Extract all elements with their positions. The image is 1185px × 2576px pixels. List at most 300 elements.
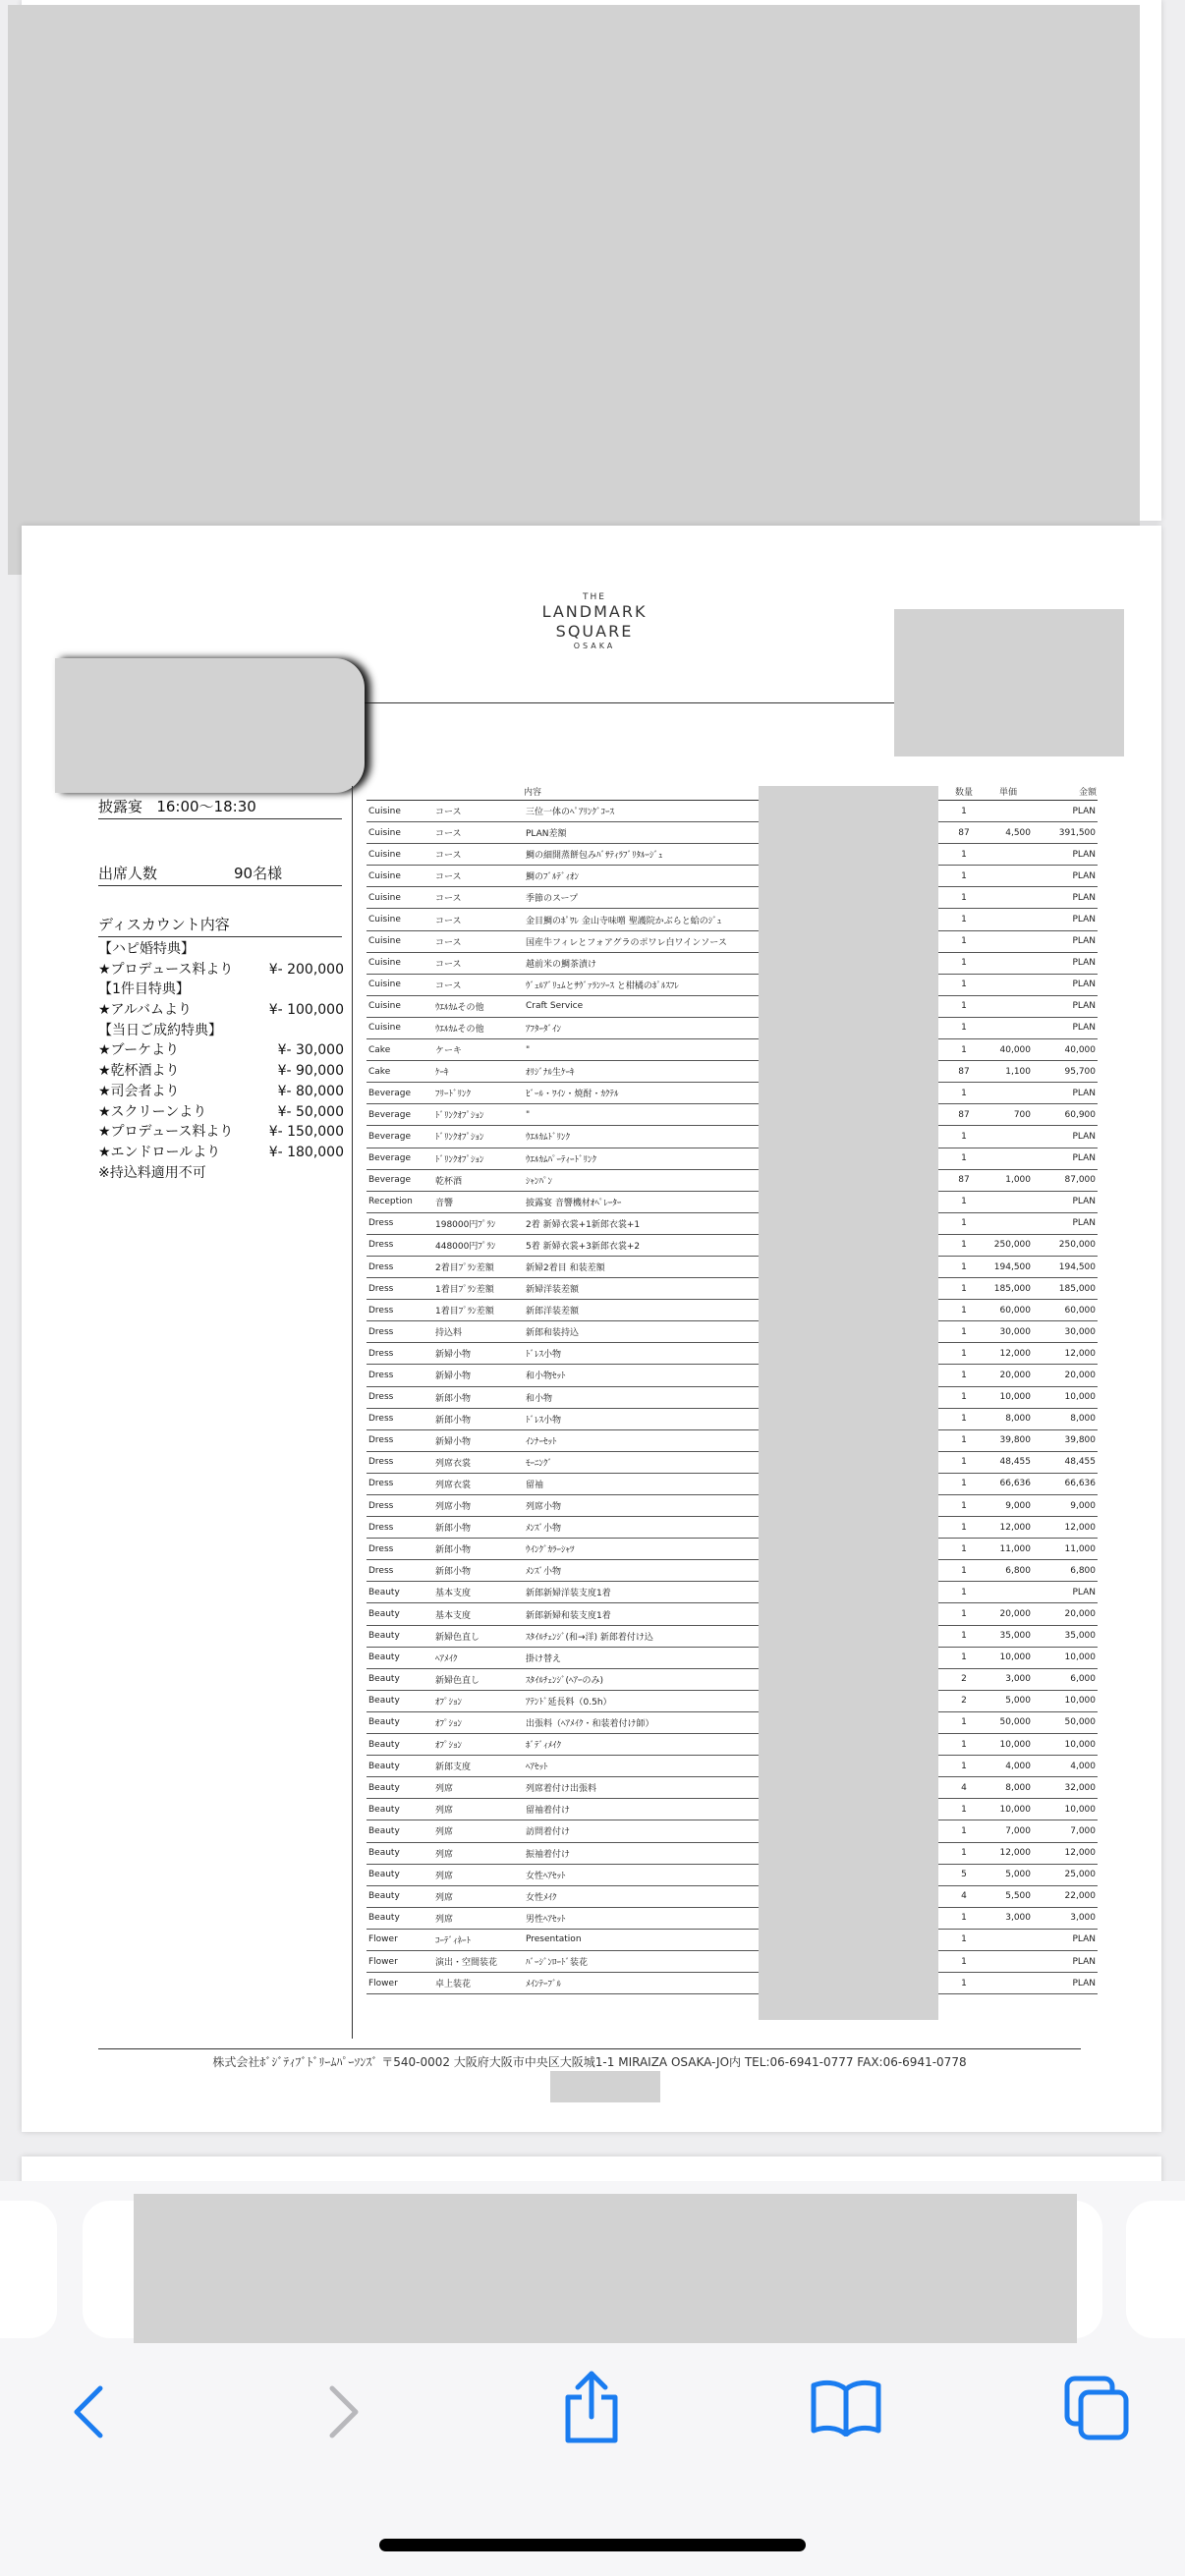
table-row (367, 1061, 1098, 1083)
cell-quantity: 1 (944, 1950, 984, 1972)
cell-category: Dress (367, 1473, 433, 1494)
cell-amount: 66,636 (1033, 1473, 1098, 1494)
cell-item-type: 新婦小物 (433, 1365, 524, 1386)
cell-unit-price: 250,000 (984, 1234, 1033, 1256)
cell-amount: PLAN (1033, 844, 1098, 866)
cell-unit-price: 5,000 (984, 1864, 1033, 1885)
cell-content: ﾓｰﾆﾝｸﾞ (524, 1451, 760, 1473)
cell-content: " (524, 1104, 760, 1126)
cell-amount: PLAN (1033, 1126, 1098, 1148)
cell-unit-price: 9,000 (984, 1495, 1033, 1517)
cell-unit-price (984, 1126, 1033, 1148)
forward-button[interactable] (305, 2373, 383, 2451)
cell-quantity: 1 (944, 1343, 984, 1365)
cell-category: Cake (367, 1061, 433, 1083)
cell-content: 三位一体のﾍﾟｱﾘﾝｸﾞｺｰｽ (524, 801, 760, 822)
cell-content: 女性ﾒｲｸ (524, 1885, 760, 1907)
cell-quantity: 1 (944, 1907, 984, 1929)
cell-content: ｽﾀｲﾙﾁｪﾝｼﾞ(ﾍｱｰのみ) (524, 1668, 760, 1690)
table-row (367, 1083, 1098, 1104)
cell-content: Craft Service (524, 995, 760, 1017)
redacted-header-left (55, 658, 365, 793)
cell-category: Dress (367, 1278, 433, 1300)
cell-item-type: コース (433, 952, 524, 974)
table-row (367, 1343, 1098, 1365)
cell-content: 2着 新婦衣裳+1新郎衣裳+1 (524, 1212, 760, 1234)
cell-amount: 39,800 (1033, 1429, 1098, 1451)
cell-amount: 20,000 (1033, 1365, 1098, 1386)
cell-content: PLAN差額 (524, 822, 760, 844)
cell-amount: PLAN (1033, 1191, 1098, 1212)
cell-category: Beauty (367, 1582, 433, 1603)
cell-quantity: 1 (944, 1256, 984, 1277)
cell-amount: PLAN (1033, 1083, 1098, 1104)
cell-content: ｳｴﾙｶﾑﾊﾟｰﾃｨｰﾄﾞﾘﾝｸ (524, 1148, 760, 1169)
cell-quantity: 1 (944, 1756, 984, 1777)
cell-item-type: 448000円ﾌﾟﾗﾝ (433, 1234, 524, 1256)
table-row (367, 909, 1098, 930)
cell-amount: 12,000 (1033, 1343, 1098, 1365)
table-row (367, 1647, 1098, 1668)
cell-item-type: 基本支度 (433, 1582, 524, 1603)
cell-item-type: ｵﾌﾟｼｮﾝ (433, 1734, 524, 1756)
discount-item: ★ブーケより ¥- 30,000 (98, 1042, 344, 1059)
cell-content: ｽﾀｲﾙﾁｪﾝｼﾞ(和→洋) 新郎着付け込 (524, 1625, 760, 1647)
redacted-page-number (550, 2071, 660, 2102)
cell-category: Beauty (367, 1820, 433, 1842)
cell-unit-price: 8,000 (984, 1408, 1033, 1429)
cell-amount: PLAN (1033, 866, 1098, 887)
table-row (367, 1560, 1098, 1582)
table-row (367, 1842, 1098, 1864)
cell-amount: 6,000 (1033, 1668, 1098, 1690)
cell-item-type: 列席 (433, 1777, 524, 1799)
header-line (354, 702, 894, 703)
cell-category: Flower (367, 1929, 433, 1950)
estimate-table (367, 783, 1098, 1994)
discount-title: ディスカウント内容 (98, 916, 230, 933)
cell-item-type: 演出・空間装花 (433, 1950, 524, 1972)
cell-amount: PLAN (1033, 1929, 1098, 1950)
cell-category: Beauty (367, 1777, 433, 1799)
cell-quantity: 1 (944, 1300, 984, 1321)
cell-amount: 50,000 (1033, 1711, 1098, 1733)
cell-content: 留袖着付け (524, 1799, 760, 1820)
cell-content: ﾄﾞﾚｽ小物 (524, 1408, 760, 1429)
cell-unit-price: 4,000 (984, 1756, 1033, 1777)
share-button[interactable] (550, 2363, 633, 2451)
cell-unit-price (984, 1083, 1033, 1104)
cell-amount: 48,455 (1033, 1451, 1098, 1473)
cell-unit-price (984, 974, 1033, 995)
cell-item-type: ｳｴﾙｶﾑその他 (433, 995, 524, 1017)
table-row (367, 1929, 1098, 1950)
discount-note: ※持込料適用不可 (98, 1164, 206, 1181)
cell-category: Flower (367, 1973, 433, 1994)
table-row (367, 1885, 1098, 1907)
cell-quantity: 1 (944, 1039, 984, 1061)
cell-quantity: 1 (944, 1539, 984, 1560)
cell-unit-price: 10,000 (984, 1647, 1033, 1668)
table-row (367, 844, 1098, 866)
table-row (367, 1126, 1098, 1148)
table-row (367, 1668, 1098, 1690)
table-row (367, 1148, 1098, 1169)
cell-amount: 4,000 (1033, 1756, 1098, 1777)
cell-content: 新婦洋装差額 (524, 1278, 760, 1300)
cell-item-type: 列席 (433, 1842, 524, 1864)
redacted-header-right (894, 609, 1124, 756)
prev-tab-card[interactable] (0, 2201, 57, 2338)
cell-quantity: 2 (944, 1668, 984, 1690)
cell-unit-price (984, 1017, 1033, 1038)
cell-item-type: 新郎小物 (433, 1560, 524, 1582)
cell-item-type: ｺｰﾃﾞｨﾈｰﾄ (433, 1929, 524, 1950)
redacted-top-area (8, 5, 1140, 575)
cell-unit-price (984, 1950, 1033, 1972)
cell-category: Beauty (367, 1668, 433, 1690)
cell-item-type: 列席衣裳 (433, 1451, 524, 1473)
cell-item-type: コース (433, 887, 524, 909)
table-row (367, 1756, 1098, 1777)
cell-content: ｵﾘｼﾞﾅﾙ生ｹｰｷ (524, 1061, 760, 1083)
cell-item-type: 列席 (433, 1864, 524, 1885)
cell-amount: 10,000 (1033, 1799, 1098, 1820)
cell-category: Cuisine (367, 801, 433, 822)
cell-item-type: 列席 (433, 1820, 524, 1842)
cell-amount: 60,900 (1033, 1104, 1098, 1126)
cell-quantity: 1 (944, 1451, 984, 1473)
cell-quantity: 87 (944, 1104, 984, 1126)
cell-content: ｼｬﾝﾊﾟﾝ (524, 1169, 760, 1191)
cell-category: Beverage (367, 1104, 433, 1126)
table-row (367, 1517, 1098, 1539)
cell-category: Beauty (367, 1690, 433, 1711)
cell-content: ﾎﾞﾃﾞｨﾒｲｸ (524, 1734, 760, 1756)
cell-category: Beverage (367, 1148, 433, 1169)
cell-unit-price: 12,000 (984, 1842, 1033, 1864)
cell-category: Cuisine (367, 974, 433, 995)
cell-item-type: 新郎小物 (433, 1539, 524, 1560)
cell-amount: 95,700 (1033, 1061, 1098, 1083)
cell-category: Cuisine (367, 887, 433, 909)
cell-quantity: 1 (944, 866, 984, 887)
table-row (367, 1950, 1098, 1972)
cell-category: Cuisine (367, 952, 433, 974)
cell-quantity: 1 (944, 1842, 984, 1864)
cell-category: Reception (367, 1191, 433, 1212)
cell-unit-price (984, 887, 1033, 909)
cell-category: Flower (367, 1950, 433, 1972)
cell-content: 新郎新婦和装支度1着 (524, 1603, 760, 1625)
cell-content: ｳｴﾙｶﾑﾄﾞﾘﾝｸ (524, 1126, 760, 1148)
cell-amount: 32,000 (1033, 1777, 1098, 1799)
cell-unit-price (984, 952, 1033, 974)
cell-category: Beauty (367, 1885, 433, 1907)
table-row (367, 1321, 1098, 1343)
cell-amount: PLAN (1033, 1973, 1098, 1994)
cell-unit-price: 50,000 (984, 1711, 1033, 1733)
header-unit: 単価 (984, 783, 1033, 801)
cell-quantity: 1 (944, 1799, 984, 1820)
table-row (367, 1234, 1098, 1256)
cell-amount: 22,000 (1033, 1885, 1098, 1907)
cell-item-type: 198000円ﾌﾟﾗﾝ (433, 1212, 524, 1234)
cell-unit-price: 194,500 (984, 1256, 1033, 1277)
discount-item: ★乾杯酒より ¥- 90,000 (98, 1063, 344, 1080)
cell-unit-price: 66,636 (984, 1473, 1033, 1494)
discount-item: ★スクリーンより ¥- 50,000 (98, 1103, 344, 1120)
cell-content: 和小物ｾｯﾄ (524, 1365, 760, 1386)
cell-category: Cuisine (367, 1017, 433, 1038)
cell-content: 女性ﾍｱｾｯﾄ (524, 1864, 760, 1885)
bookmarks-button[interactable] (804, 2368, 888, 2446)
cell-unit-price: 35,000 (984, 1625, 1033, 1647)
cell-quantity: 1 (944, 995, 984, 1017)
cell-item-type: ﾄﾞﾘﾝｸｵﾌﾟｼｮﾝ (433, 1104, 524, 1126)
cell-content: 越前米の鯛茶漬け (524, 952, 760, 974)
guest-count: 出席人数 90名様 (98, 865, 283, 882)
cell-item-type: 乾杯酒 (433, 1169, 524, 1191)
tabs-button[interactable] (1056, 2368, 1139, 2450)
table-row (367, 1300, 1098, 1321)
cell-category: Beauty (367, 1625, 433, 1647)
table-row (367, 1582, 1098, 1603)
cell-content: 振袖着付け (524, 1842, 760, 1864)
table-row (367, 1973, 1098, 1994)
cell-amount: PLAN (1033, 1582, 1098, 1603)
cell-item-type: ﾍｱﾒｲｸ (433, 1647, 524, 1668)
cell-content: 留袖 (524, 1473, 760, 1494)
cell-unit-price (984, 844, 1033, 866)
cell-category: Beauty (367, 1647, 433, 1668)
cell-category: Beauty (367, 1799, 433, 1820)
cell-unit-price (984, 866, 1033, 887)
cell-amount: PLAN (1033, 1148, 1098, 1169)
table-row (367, 1451, 1098, 1473)
cell-amount: 6,800 (1033, 1560, 1098, 1582)
cell-quantity: 1 (944, 1126, 984, 1148)
cell-amount: 391,500 (1033, 822, 1098, 844)
cell-unit-price: 12,000 (984, 1517, 1033, 1539)
cell-unit-price (984, 1973, 1033, 1994)
table-row (367, 1734, 1098, 1756)
cell-category: Cake (367, 1039, 433, 1061)
cell-amount: 9,000 (1033, 1495, 1098, 1517)
cell-item-type: 列席 (433, 1799, 524, 1820)
table-row (367, 1169, 1098, 1191)
table-row (367, 1495, 1098, 1517)
cell-content: ﾊﾞｰｼﾞﾝﾛｰﾄﾞ装花 (524, 1950, 760, 1972)
cell-category: Dress (367, 1321, 433, 1343)
table-row (367, 801, 1098, 822)
cell-unit-price (984, 909, 1033, 930)
cell-quantity: 1 (944, 1929, 984, 1950)
cell-unit-price (984, 1148, 1033, 1169)
cell-content: 掛け替え (524, 1647, 760, 1668)
cell-amount: 30,000 (1033, 1321, 1098, 1343)
cell-item-type: 新婦色直し (433, 1668, 524, 1690)
header-qty: 数量 (944, 783, 984, 801)
cell-content: ﾒﾝｽﾞ小物 (524, 1517, 760, 1539)
cell-content: 季節のスープ (524, 887, 760, 909)
cell-quantity: 4 (944, 1885, 984, 1907)
cell-unit-price: 20,000 (984, 1603, 1033, 1625)
cell-content: 新郎和装持込 (524, 1321, 760, 1343)
cell-quantity: 1 (944, 1734, 984, 1756)
table-row (367, 1603, 1098, 1625)
table-row (367, 1473, 1098, 1494)
cell-amount: 20,000 (1033, 1603, 1098, 1625)
cell-content: 出張料（ﾍｱﾒｲｸ・和装着付け師） (524, 1711, 760, 1733)
table-row (367, 1690, 1098, 1711)
cell-item-type: 1着目ﾌﾟﾗﾝ差額 (433, 1278, 524, 1300)
cell-quantity: 87 (944, 1061, 984, 1083)
cell-category: Dress (367, 1234, 433, 1256)
summary-panel (98, 796, 344, 1183)
cell-content: 和小物 (524, 1386, 760, 1408)
cell-category: Beauty (367, 1711, 433, 1733)
cell-category: Dress (367, 1451, 433, 1473)
cell-item-type: コース (433, 974, 524, 995)
cell-item-type: 持込料 (433, 1321, 524, 1343)
cell-unit-price: 39,800 (984, 1429, 1033, 1451)
table-row (367, 1820, 1098, 1842)
cell-unit-price: 10,000 (984, 1386, 1033, 1408)
discount-item: ★プロデュース料より ¥- 150,000 (98, 1124, 344, 1141)
cell-category: Dress (367, 1386, 433, 1408)
cell-amount: 12,000 (1033, 1842, 1098, 1864)
next-tab-card[interactable] (1126, 2201, 1185, 2338)
table-header (367, 783, 1098, 801)
cell-content: ﾍｱｾｯﾄ (524, 1756, 760, 1777)
table-row (367, 930, 1098, 952)
cell-category: Dress (367, 1256, 433, 1277)
cell-quantity: 1 (944, 952, 984, 974)
cell-content: ﾒｲﾝﾃｰﾌﾞﾙ (524, 1973, 760, 1994)
cell-quantity: 1 (944, 1582, 984, 1603)
cell-quantity: 1 (944, 1473, 984, 1494)
cell-item-type: 列席衣裳 (433, 1473, 524, 1494)
company-footer: 株式会社ﾎﾞｼﾞﾃｨﾌﾞﾄﾞﾘｰﾑﾊﾟｰｿﾝｽﾞ 〒540-0002 大阪府大阪市中央区大阪城1-1 MIRAIZA OSAKA-JO内 TEL:06-6941-0777 FAX:06-6941-0778 (98, 2048, 1081, 2070)
cell-quantity: 1 (944, 1386, 984, 1408)
header-amount: 金額 (1033, 783, 1098, 801)
cell-content: 列席着付け出張料 (524, 1777, 760, 1799)
cell-amount: PLAN (1033, 1950, 1098, 1972)
header-content: 内容 (524, 783, 760, 801)
table-row (367, 995, 1098, 1017)
cell-quantity: 5 (944, 1864, 984, 1885)
reception-info: 披露宴 16:00～18:30 (98, 798, 256, 815)
cell-item-type: ｹｰｷ (433, 1061, 524, 1083)
table-row (367, 952, 1098, 974)
cell-unit-price: 6,800 (984, 1560, 1033, 1582)
discount-note: 【当日ご成約特典】 (98, 1022, 222, 1038)
cell-amount: 60,000 (1033, 1300, 1098, 1321)
cell-category: Dress (367, 1429, 433, 1451)
cell-quantity: 1 (944, 1820, 984, 1842)
cell-amount: PLAN (1033, 995, 1098, 1017)
cell-item-type: ｳｴﾙｶﾑその他 (433, 1017, 524, 1038)
cell-item-type: 2着目ﾌﾟﾗﾝ差額 (433, 1256, 524, 1277)
table-row (367, 1711, 1098, 1733)
cell-amount: 185,000 (1033, 1278, 1098, 1300)
cell-content: ｱﾃﾝﾄﾞ延長料（0.5h） (524, 1690, 760, 1711)
cell-quantity: 1 (944, 1234, 984, 1256)
cell-amount: 7,000 (1033, 1820, 1098, 1842)
cell-content: 新郎洋装差額 (524, 1300, 760, 1321)
table-row (367, 974, 1098, 995)
cell-item-type: コース (433, 844, 524, 866)
cell-amount: 12,000 (1033, 1517, 1098, 1539)
cell-item-type: コース (433, 822, 524, 844)
table-row (367, 1799, 1098, 1820)
cell-amount: 250,000 (1033, 1234, 1098, 1256)
cell-item-type: 基本支度 (433, 1603, 524, 1625)
cell-content: 新婦2着目 和装差額 (524, 1256, 760, 1277)
cell-item-type: コース (433, 909, 524, 930)
discount-item: ★アルバムより ¥- 100,000 (98, 1002, 344, 1019)
cell-content: 金目鯛のﾎﾟﾜﾚ 金山寺味噌 聖護院かぶらと蛤のｼﾞｭ (524, 909, 760, 930)
cell-item-type: 1着目ﾌﾟﾗﾝ差額 (433, 1300, 524, 1321)
table-row (367, 1365, 1098, 1386)
cell-unit-price: 7,000 (984, 1820, 1033, 1842)
cell-quantity: 1 (944, 1083, 984, 1104)
cell-amount: 10,000 (1033, 1386, 1098, 1408)
cell-category: Dress (367, 1539, 433, 1560)
cell-unit-price: 1,000 (984, 1169, 1033, 1191)
cell-category: Dress (367, 1560, 433, 1582)
cell-item-type: コース (433, 930, 524, 952)
cell-amount: PLAN (1033, 1212, 1098, 1234)
cell-category: Beauty (367, 1842, 433, 1864)
cell-unit-price: 3,000 (984, 1907, 1033, 1929)
cell-quantity: 1 (944, 1321, 984, 1343)
cell-quantity: 1 (944, 1191, 984, 1212)
cell-category: Beauty (367, 1756, 433, 1777)
cell-category: Beverage (367, 1083, 433, 1104)
cell-amount: 8,000 (1033, 1408, 1098, 1429)
cell-quantity: 1 (944, 1365, 984, 1386)
cell-content: 鯛のﾌﾞﾙﾃﾞｨｵﾝ (524, 866, 760, 887)
cell-content: Presentation (524, 1929, 760, 1950)
table-row (367, 1212, 1098, 1234)
table-row (367, 1625, 1098, 1647)
cell-amount: 194,500 (1033, 1256, 1098, 1277)
redacted-table-column (759, 786, 938, 2020)
cell-amount: 11,000 (1033, 1539, 1098, 1560)
back-button[interactable] (49, 2373, 128, 2451)
cell-unit-price: 700 (984, 1104, 1033, 1126)
cell-category: Beauty (367, 1907, 433, 1929)
cell-quantity: 1 (944, 1212, 984, 1234)
table-row (367, 1777, 1098, 1799)
cell-quantity: 1 (944, 844, 984, 866)
cell-item-type: 列席 (433, 1885, 524, 1907)
cell-quantity: 1 (944, 887, 984, 909)
chevron-right-icon (324, 2382, 364, 2441)
cell-content: 鯛の細開蒸餅包みﾊﾞｻﾃｨﾗﾌﾞﾘﾀﾙｰｼﾞｭ (524, 844, 760, 866)
cell-category: Dress (367, 1495, 433, 1517)
cell-unit-price: 10,000 (984, 1734, 1033, 1756)
table-row (367, 1386, 1098, 1408)
cell-amount: 10,000 (1033, 1690, 1098, 1711)
cell-unit-price: 11,000 (984, 1539, 1033, 1560)
cell-unit-price: 10,000 (984, 1799, 1033, 1820)
cell-category: Beverage (367, 1126, 433, 1148)
cell-item-type: ｵﾌﾟｼｮﾝ (433, 1690, 524, 1711)
cell-category: Dress (367, 1212, 433, 1234)
